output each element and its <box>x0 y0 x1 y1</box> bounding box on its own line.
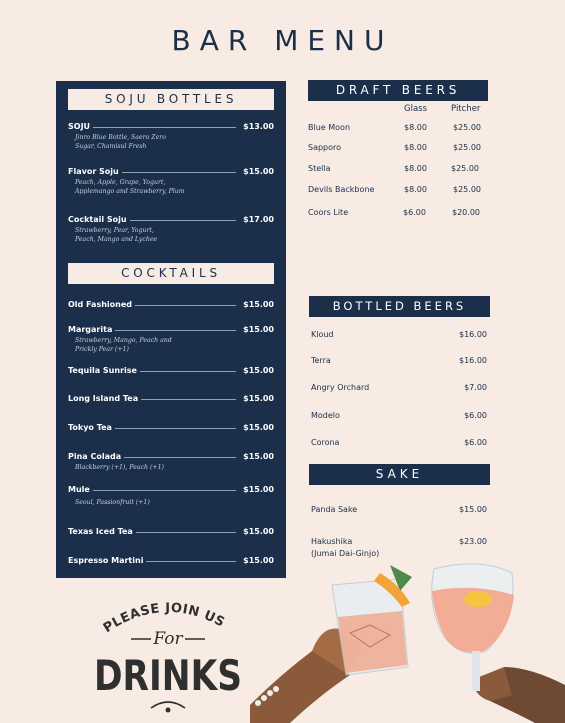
logo-flourish <box>151 702 185 708</box>
sake-name: Hakushika <box>311 537 353 546</box>
menu-item-long-island-tea <box>68 393 274 405</box>
item-name: Long Island Tea <box>68 393 141 405</box>
draft-beers-header: DRAFT BEERS <box>308 80 488 101</box>
menu-item-old-fashioned <box>68 299 274 311</box>
menu-item-pina-colada <box>68 451 274 473</box>
logo-line-3: DRINKS <box>94 651 242 700</box>
beer-price: $7.00 <box>464 383 487 392</box>
please-join-us-logo <box>93 598 253 720</box>
item-price: $15.00 <box>240 555 274 567</box>
item-description: Peach, Apple, Grape, Yogurt, Applemango and Strawberry, Plum <box>75 179 185 195</box>
menu-item-cocktail-soju <box>68 214 274 244</box>
item-price: $15.00 <box>240 324 274 336</box>
glass-price: $8.00 <box>404 185 427 194</box>
toasting-drinks-illustration <box>250 555 565 723</box>
item-price: $15.00 <box>240 365 274 377</box>
menu-item-soju <box>68 121 274 151</box>
beer-name: Sapporo <box>308 143 342 152</box>
pitcher-price: $25.00 <box>453 185 481 194</box>
pitcher-column-header: Pitcher <box>451 104 481 114</box>
pitcher-price: $25.00 <box>453 143 481 152</box>
menu-item-flavor-soju <box>68 166 274 196</box>
lemon-slice <box>464 591 492 607</box>
beer-price: $6.00 <box>464 411 487 420</box>
logo-flourish-dot <box>166 708 171 713</box>
glass-price: $6.00 <box>403 208 426 217</box>
item-name: Mule <box>68 484 93 496</box>
item-name: Flavor Soju <box>68 166 122 178</box>
beer-name: Corona <box>311 438 340 447</box>
sake-name-subtitle: (Jumai Dai-Ginjo) <box>311 549 380 558</box>
glass-stem <box>472 651 480 691</box>
pitcher-price: $25.00 <box>453 123 481 132</box>
item-price: $15.00 <box>240 299 274 311</box>
item-description: Strawberry, Mango, Peach and Prickly Pear (+1) <box>75 337 172 353</box>
item-description: Blackberry (+1), Peach (+1) <box>75 464 164 471</box>
beer-price: $16.00 <box>459 356 487 365</box>
item-name: Cocktail Soju <box>68 214 130 226</box>
menu-item-mule <box>68 484 274 508</box>
glass-column-header: Glass <box>404 104 428 114</box>
item-name: Tequila Sunrise <box>68 365 140 377</box>
item-name: Pina Colada <box>68 451 124 463</box>
sake-price: $15.00 <box>459 505 487 514</box>
left-menu-panel <box>56 81 286 578</box>
page-title: BAR MENU <box>171 24 394 57</box>
item-description: Strawberry, Pear, Yogurt, Peach, Mango and Lychee <box>75 227 158 243</box>
item-name: Tokyo Tea <box>68 422 115 434</box>
item-name: Margarita <box>68 324 115 336</box>
item-description: Seoul, Passionfruit (+1) <box>75 499 150 506</box>
sake-header: SAKE <box>309 464 490 485</box>
menu-item-margarita <box>68 324 274 354</box>
pitcher-price: $25.00 <box>451 164 479 173</box>
beer-price: $6.00 <box>464 438 487 447</box>
item-price: $15.00 <box>240 393 274 405</box>
item-price: $15.00 <box>240 451 274 463</box>
glass-price: $8.00 <box>404 164 427 173</box>
soju-bottles-header: SOJU BOTTLES <box>68 89 274 110</box>
beer-name: Modelo <box>311 411 340 420</box>
beer-name: Terra <box>311 356 331 365</box>
sake-name: Panda Sake <box>311 505 358 514</box>
item-price: $15.00 <box>240 484 274 496</box>
beer-name: Coors Lite <box>308 208 349 217</box>
menu-item-texas-iced-tea <box>68 526 274 538</box>
logo-line-1: PLEASE JOIN US <box>100 600 228 637</box>
bottled-beers-header: BOTTLED BEERS <box>309 296 490 317</box>
glass-price: $8.00 <box>404 123 427 132</box>
glass-price: $8.00 <box>404 143 427 152</box>
item-name: Texas Iced Tea <box>68 526 136 538</box>
menu-item-espresso-martini <box>68 555 274 567</box>
left-glass <box>332 565 412 675</box>
beer-name: Angry Orchard <box>311 383 370 392</box>
menu-item-tequila-sunrise <box>68 365 274 377</box>
item-description: Jinro Blue Bottle, Saero Zero Sugar, Chamisul Fresh <box>75 134 166 150</box>
cocktails-header: COCKTAILS <box>68 263 274 284</box>
beer-name: Devils Backbone <box>308 185 375 194</box>
item-name: Old Fashioned <box>68 299 135 311</box>
beer-name: Kloud <box>311 330 334 339</box>
menu-item-tokyo-tea <box>68 422 274 434</box>
sake-price: $23.00 <box>459 537 487 546</box>
logo-line-2: For <box>153 629 183 649</box>
item-price: $13.00 <box>240 121 274 133</box>
item-price: $15.00 <box>240 166 274 178</box>
beer-name: Blue Moon <box>308 123 351 132</box>
item-price: $15.00 <box>240 526 274 538</box>
item-name: SOJU <box>68 121 93 133</box>
item-name: Espresso Martini <box>68 555 146 567</box>
beer-price: $16.00 <box>459 330 487 339</box>
pitcher-price: $20.00 <box>452 208 480 217</box>
item-price: $15.00 <box>240 422 274 434</box>
beer-name: Stella <box>308 164 331 173</box>
item-price: $17.00 <box>240 214 274 226</box>
